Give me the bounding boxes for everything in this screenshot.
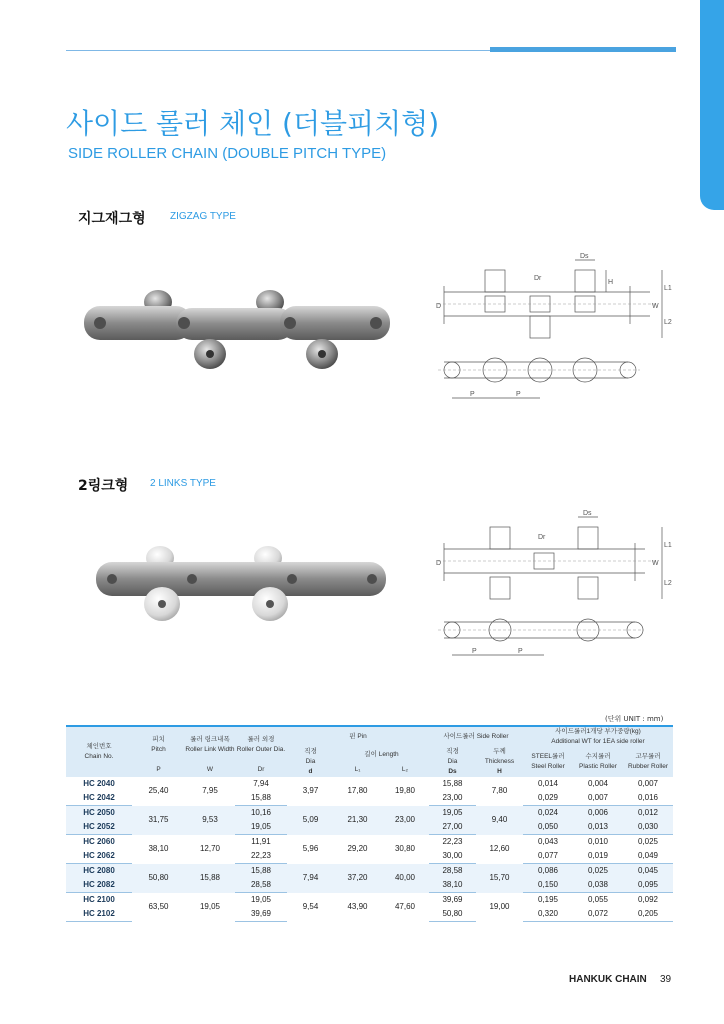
page-number: 39 — [660, 974, 672, 985]
cell-rubber-weight: 0,025 — [623, 835, 673, 850]
cell-plastic-weight: 0,025 — [573, 864, 623, 879]
cell-side-thickness: 15,70 — [476, 864, 523, 893]
th-pin-length: 길이 Length — [334, 747, 429, 762]
cell-plastic-weight: 0,013 — [573, 820, 623, 835]
th-roller: 롤러 외경 Roller Outer Dia. — [235, 726, 287, 762]
unit-note: (단위 UNIT : mm) — [605, 715, 664, 723]
cell-roller-dia: 11,91 — [235, 835, 287, 850]
section-subtitle-zigzag: ZIGZAG TYPE — [170, 211, 236, 222]
label-dr: Dr — [534, 275, 542, 282]
cell-plastic-weight: 0,055 — [573, 893, 623, 908]
cell-pin-l1: 37,20 — [334, 864, 381, 893]
th-plastic: 수지롤러 Plastic Roller — [573, 747, 623, 777]
cell-steel-weight: 0,195 — [523, 893, 573, 908]
cell-plastic-weight: 0,010 — [573, 835, 623, 850]
th-side-thickness: 두께 Thickness H — [476, 747, 523, 777]
label-ds-2: Ds — [583, 510, 592, 517]
cell-steel-weight: 0,050 — [523, 820, 573, 835]
cell-side-dia: 15,88 — [429, 777, 476, 791]
cell-pin-l1: 17,80 — [334, 777, 381, 806]
header-rule — [66, 50, 506, 51]
cell-model: HC 2060 — [66, 835, 132, 850]
th-steel: STEEL롤러 Steel Roller — [523, 747, 573, 777]
table-row — [66, 806, 673, 821]
cell-side-thickness: 7,80 — [476, 777, 523, 806]
th-width: 롤러 링크내폭 Roller Link Width — [185, 726, 235, 762]
footer-brand: HANKUK CHAIN — [569, 974, 647, 985]
cell-side-dia: 38,10 — [429, 878, 476, 893]
table-row — [66, 864, 673, 879]
section-title-2links: 2링크형 — [78, 478, 129, 494]
cell-model: HC 2052 — [66, 820, 132, 835]
cell-pin-l2: 47,60 — [381, 893, 429, 922]
th-l1-sym: L₁ — [334, 762, 381, 777]
th-pitch: 피치 Pitch — [132, 726, 185, 762]
label-p1-2: P — [472, 648, 477, 655]
cell-pin-l2: 30,80 — [381, 835, 429, 864]
page-title: 사이드 롤러 체인 (더블피치형) — [66, 107, 440, 140]
cell-rubber-weight: 0,092 — [623, 893, 673, 908]
th-pitch-sym: P — [132, 762, 185, 777]
spec-table-body — [66, 777, 673, 922]
label-h: H — [608, 279, 614, 286]
cell-side-dia: 39,69 — [429, 893, 476, 908]
cell-rubber-weight: 0,030 — [623, 820, 673, 835]
cell-roller-dia: 28,58 — [235, 878, 287, 893]
cell-rubber-weight: 0,049 — [623, 849, 673, 864]
cell-roller-dia: 22,23 — [235, 849, 287, 864]
page-subtitle: SIDE ROLLER CHAIN (DOUBLE PITCH TYPE) — [68, 145, 387, 162]
cell-steel-weight: 0,024 — [523, 806, 573, 821]
th-weight: 사이드롤러1개당 부가중량(kg) Additional WT for 1EA side roller — [523, 726, 673, 747]
cell-side-thickness: 19,00 — [476, 893, 523, 922]
cell-side-dia: 30,00 — [429, 849, 476, 864]
table-row — [66, 777, 673, 791]
section-subtitle-2links: 2 LINKS TYPE — [150, 478, 216, 489]
cell-roller-dia: 10,16 — [235, 806, 287, 821]
th-width-sym: W — [185, 762, 235, 777]
cell-plastic-weight: 0,007 — [573, 791, 623, 806]
spec-table — [66, 725, 673, 922]
cell-rubber-weight: 0,012 — [623, 806, 673, 821]
cell-side-thickness: 12,60 — [476, 835, 523, 864]
section-title-zigzag: 지그재그형 — [78, 211, 146, 227]
cell-width: 19,05 — [185, 893, 235, 922]
cell-pin-l1: 29,20 — [334, 835, 381, 864]
cell-side-dia: 28,58 — [429, 864, 476, 879]
cell-model: HC 2050 — [66, 806, 132, 821]
cell-pin-dia: 7,94 — [287, 864, 334, 893]
cell-roller-dia: 15,88 — [235, 791, 287, 806]
cell-width: 9,53 — [185, 806, 235, 835]
table-row — [66, 835, 673, 850]
th-l2-sym: L₂ — [381, 762, 429, 777]
cell-width: 15,88 — [185, 864, 235, 893]
label-p1: P — [470, 391, 475, 398]
cell-plastic-weight: 0,072 — [573, 907, 623, 922]
zigzag-chain-drawing — [430, 250, 675, 410]
cell-steel-weight: 0,029 — [523, 791, 573, 806]
cell-steel-weight: 0,320 — [523, 907, 573, 922]
th-chain-no: 체인번호 Chain No. — [66, 726, 132, 777]
label-p2: P — [516, 391, 521, 398]
label-d-2: D — [436, 560, 442, 567]
cell-plastic-weight: 0,006 — [573, 806, 623, 821]
cell-pitch: 50,80 — [132, 864, 185, 893]
cell-roller-dia: 39,69 — [235, 907, 287, 922]
cell-side-dia: 19,05 — [429, 806, 476, 821]
cell-rubber-weight: 0,095 — [623, 878, 673, 893]
cell-pin-dia: 5,96 — [287, 835, 334, 864]
label-ds: Ds — [580, 253, 589, 260]
cell-width: 7,95 — [185, 777, 235, 806]
table-row — [66, 893, 673, 908]
cell-pin-l1: 43,90 — [334, 893, 381, 922]
label-w: W — [652, 303, 659, 310]
cell-pin-l2: 19,80 — [381, 777, 429, 806]
cell-model: HC 2100 — [66, 893, 132, 908]
cell-model: HC 2042 — [66, 791, 132, 806]
cell-pitch: 31,75 — [132, 806, 185, 835]
2links-chain-photo — [92, 540, 392, 630]
cell-steel-weight: 0,077 — [523, 849, 573, 864]
cell-model: HC 2082 — [66, 878, 132, 893]
th-roller-sym: Dr — [235, 762, 287, 777]
cell-plastic-weight: 0,004 — [573, 777, 623, 791]
cell-side-dia: 22,23 — [429, 835, 476, 850]
th-rubber: 고무롤러 Rubber Roller — [623, 747, 673, 777]
cell-rubber-weight: 0,016 — [623, 791, 673, 806]
cell-pin-l2: 23,00 — [381, 806, 429, 835]
cell-steel-weight: 0,043 — [523, 835, 573, 850]
cell-width: 12,70 — [185, 835, 235, 864]
cell-side-dia: 27,00 — [429, 820, 476, 835]
2links-chain-drawing — [430, 505, 675, 665]
cell-model: HC 2040 — [66, 777, 132, 791]
cell-side-dia: 23,00 — [429, 791, 476, 806]
side-tab — [700, 0, 724, 210]
label-l1-2: L1 — [664, 542, 672, 549]
label-l2: L2 — [664, 319, 672, 326]
cell-pitch: 38,10 — [132, 835, 185, 864]
cell-roller-dia: 15,88 — [235, 864, 287, 879]
cell-pin-dia: 5,09 — [287, 806, 334, 835]
cell-rubber-weight: 0,045 — [623, 864, 673, 879]
cell-pin-dia: 9,54 — [287, 893, 334, 922]
cell-roller-dia: 19,05 — [235, 820, 287, 835]
th-pin-dia: 직경 Dia d — [287, 747, 334, 777]
cell-steel-weight: 0,014 — [523, 777, 573, 791]
zigzag-chain-photo — [80, 278, 400, 378]
cell-roller-dia: 19,05 — [235, 893, 287, 908]
cell-model: HC 2062 — [66, 849, 132, 864]
label-l2-2: L2 — [664, 580, 672, 587]
cell-roller-dia: 7,94 — [235, 777, 287, 791]
cell-steel-weight: 0,086 — [523, 864, 573, 879]
label-l1: L1 — [664, 285, 672, 292]
label-dr-2: Dr — [538, 534, 546, 541]
cell-pin-dia: 3,97 — [287, 777, 334, 806]
cell-pin-l2: 40,00 — [381, 864, 429, 893]
cell-model: HC 2080 — [66, 864, 132, 879]
cell-rubber-weight: 0,007 — [623, 777, 673, 791]
cell-steel-weight: 0,150 — [523, 878, 573, 893]
th-side-dia: 직경 Dia Ds — [429, 747, 476, 777]
label-w-2: W — [652, 560, 659, 567]
cell-model: HC 2102 — [66, 907, 132, 922]
cell-pitch: 25,40 — [132, 777, 185, 806]
cell-side-dia: 50,80 — [429, 907, 476, 922]
cell-pin-l1: 21,30 — [334, 806, 381, 835]
th-pin: 핀 Pin — [287, 726, 429, 747]
cell-pitch: 63,50 — [132, 893, 185, 922]
header-accent-bar — [490, 47, 676, 52]
label-d: D — [436, 303, 442, 310]
cell-plastic-weight: 0,038 — [573, 878, 623, 893]
cell-rubber-weight: 0,205 — [623, 907, 673, 922]
th-side-roller: 사이드롤러 Side Roller — [429, 726, 523, 747]
cell-plastic-weight: 0,019 — [573, 849, 623, 864]
cell-side-thickness: 9,40 — [476, 806, 523, 835]
label-p2-2: P — [518, 648, 523, 655]
